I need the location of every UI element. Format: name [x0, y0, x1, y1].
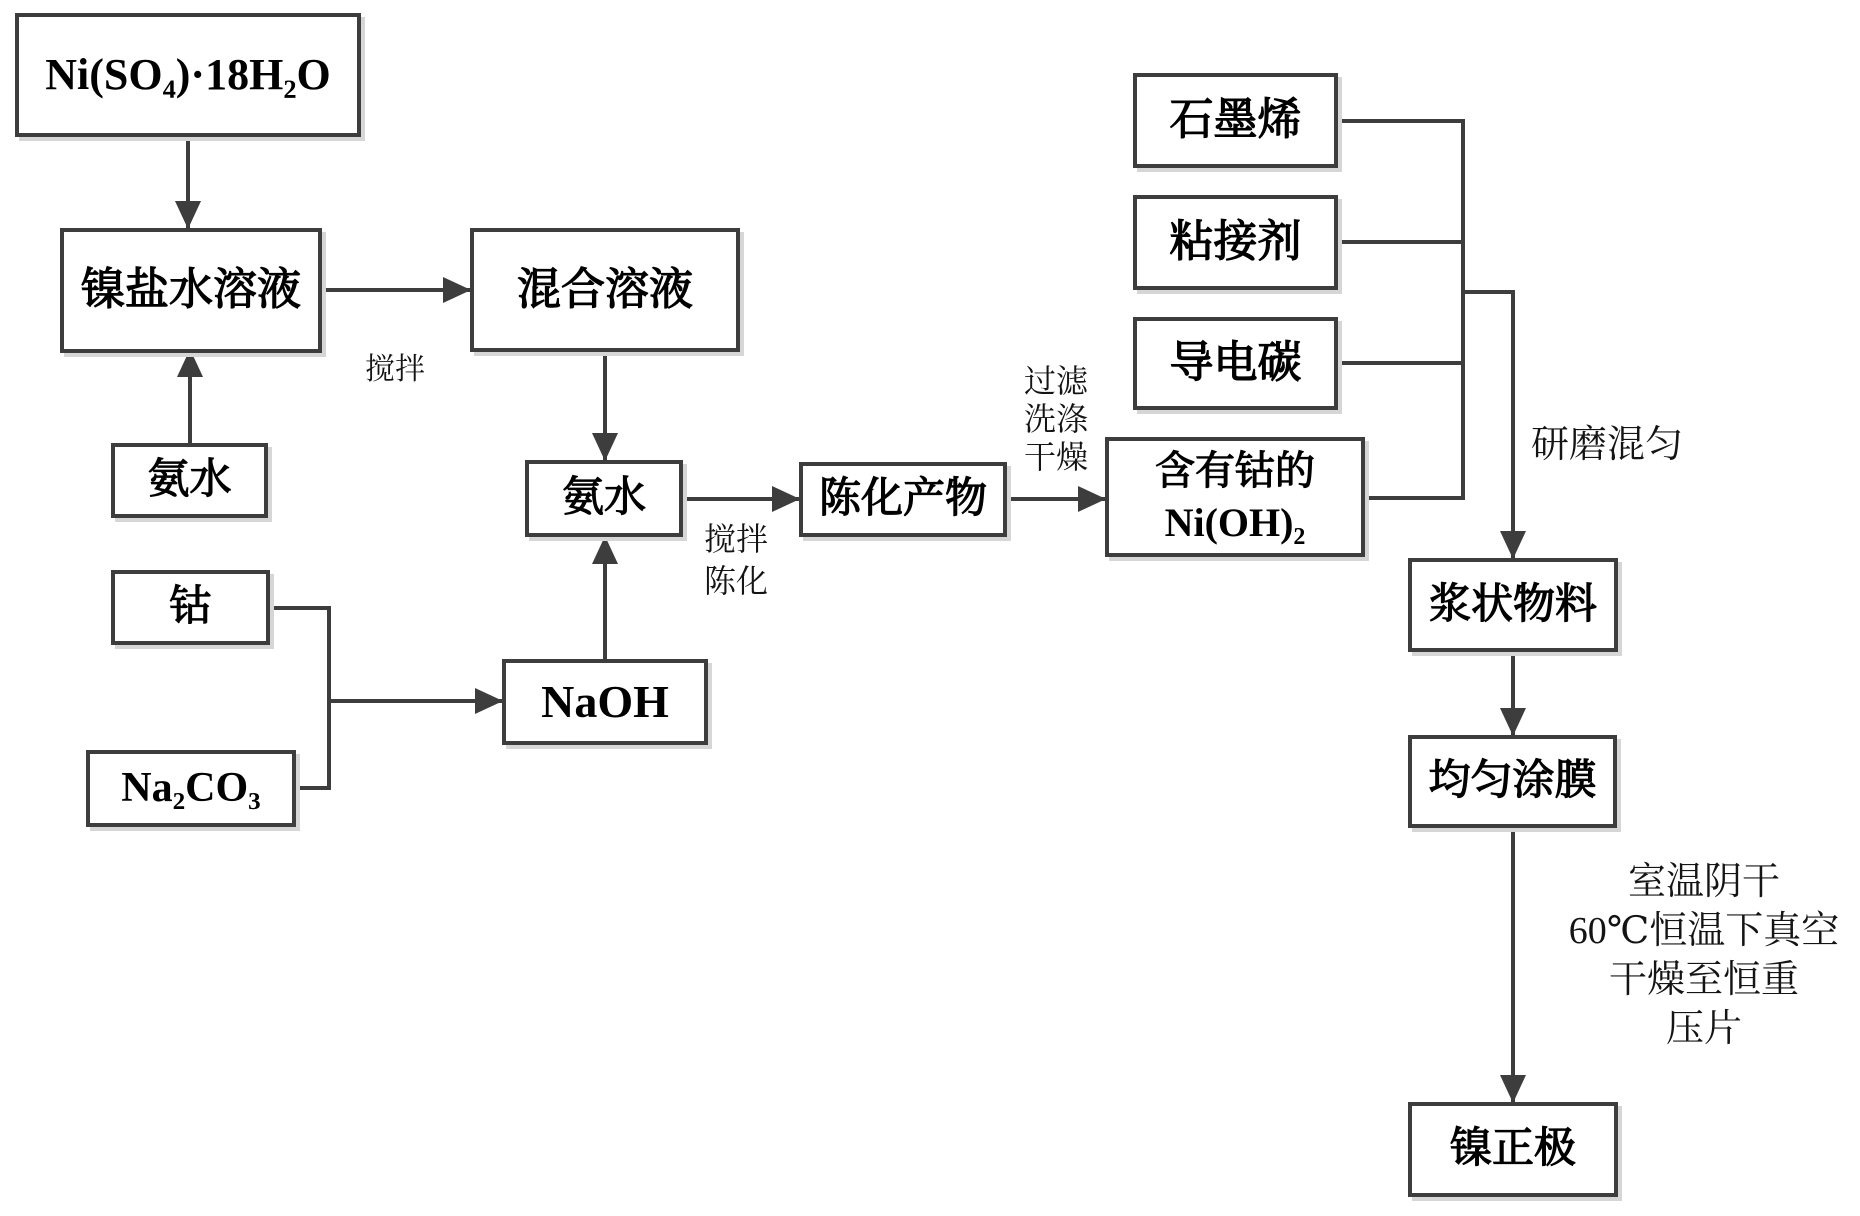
edge-label-line: 搅拌 — [365, 353, 425, 386]
edge-label-line: 研磨混匀 — [1530, 424, 1684, 466]
node-ammonia-water-center — [525, 460, 683, 537]
node-label: 镍盐水溶液 — [81, 265, 301, 315]
node-nickel-positive-electrode — [1408, 1102, 1618, 1197]
edge-label-line: 室温阴干 — [1627, 861, 1781, 903]
node-aging-product — [799, 462, 1007, 537]
node-label: Na₂CO₃ — [121, 765, 261, 812]
node-sodium-carbonate — [86, 750, 296, 827]
edge-label-line: 陈化 — [703, 563, 769, 599]
node-label: 导电碳 — [1169, 338, 1302, 388]
node-label: 氨水 — [561, 475, 646, 522]
node-label: 陈化产物 — [818, 476, 987, 523]
node-cobalt-nickel-hydroxide — [1105, 437, 1365, 557]
node-label: 混合溶液 — [517, 264, 693, 314]
node-naoh — [502, 659, 708, 745]
edge-label-line: 60℃恒温下真空 — [1568, 910, 1840, 952]
edge-label-line: 干燥至恒重 — [1608, 959, 1800, 1001]
edge-label-line: 压片 — [1665, 1008, 1743, 1050]
edge-label-grind-mix — [1531, 413, 1683, 468]
edge-label-line: 过滤 — [1023, 363, 1089, 399]
edge-label-filter-wash-dry — [1024, 362, 1088, 476]
node-label: Ni(SO₄)·18H₂O — [45, 49, 331, 99]
edge-label-stir-aging — [704, 518, 768, 602]
node-mixed-solution — [470, 228, 740, 352]
node-label: NaOH — [541, 675, 669, 727]
edge-label-line: 洗涤 — [1023, 401, 1089, 437]
node-nickel-salt-solution — [60, 228, 322, 353]
node-label: 粘接剂 — [1169, 217, 1302, 267]
node-binder — [1133, 195, 1338, 290]
node-label: 氨水 — [147, 457, 232, 504]
node-nickel-sulfate — [15, 13, 361, 137]
edge-label-stir — [365, 344, 425, 388]
node-conductive-carbon — [1133, 317, 1338, 410]
node-ammonia-water-left — [111, 443, 268, 518]
node-label-line1: 含有钴的 — [1155, 448, 1315, 493]
node-label: 均匀涂膜 — [1428, 758, 1597, 805]
edge-label-dry-press — [1569, 858, 1840, 1054]
node-slurry-material — [1408, 558, 1618, 652]
node-uniform-coating — [1408, 735, 1617, 828]
node-label-line2: Ni(OH)₂ — [1164, 500, 1306, 545]
edge-label-line: 干燥 — [1023, 439, 1089, 475]
node-cobalt — [111, 570, 270, 645]
node-label: 镍正极 — [1449, 1126, 1576, 1173]
node-label: 浆状物料 — [1428, 581, 1597, 628]
node-label: 石墨烯 — [1169, 95, 1302, 145]
edge-label-line: 搅拌 — [703, 521, 769, 557]
node-label: 钴 — [169, 584, 212, 631]
node-graphene — [1133, 73, 1338, 168]
